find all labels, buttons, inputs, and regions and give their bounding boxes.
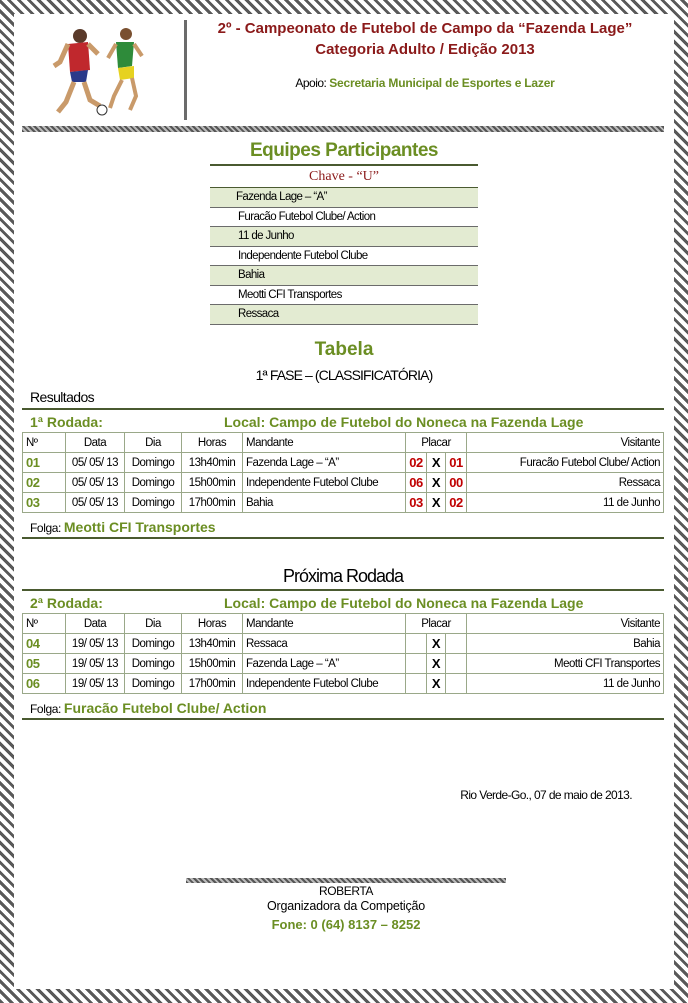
list-item: 11 de Junho [210,227,478,247]
round2-label: 2ª Rodada: [30,595,103,611]
next-round-title: Próxima Rodada [282,566,404,586]
organizer-role: Organizadora da Competição [266,899,426,913]
round1-top-rule [22,408,664,410]
support-line [190,76,660,90]
round1-table [22,432,664,513]
round2-bottom-rule [22,718,664,720]
teams-title: Equipes Participantes [249,140,438,161]
table-row: 02 05/ 05/ 13 Domingo 15h00min Independente Futebol Clube 06 X 00 Ressaca [23,473,664,493]
organizer-phone: Fone: 0 (64) 8137 – 8252 [271,917,421,932]
round2-table [22,613,664,694]
teams-title-rule [210,164,478,166]
place-date: Rio Verde-Go., 07 de maio de 2013. [460,788,632,802]
round1-header [30,414,660,430]
tournament-subtitle: Categoria Adulto / Edição 2013 [315,41,535,58]
table-header-row: Nº Data Dia Horas Mandante Placar Visitante [23,614,664,634]
list-item: Fazenda Lage – “A” [210,188,478,207]
list-item: Furacão Futebol Clube/ Action [210,207,478,227]
header-divider [184,20,187,120]
list-item: Ressaca [210,305,478,325]
table-row: 03 05/ 05/ 13 Domingo 17h00min Bahia 03 X 02 11 de Junho [23,493,664,513]
phase-label: 1ª FASE – (CLASSIFICATÓRIA) [255,367,433,383]
round2-header [30,595,660,611]
list-item: Bahia [210,266,478,286]
round2-venue: Local: Campo de Futebol do Noneca na Fazenda Lage [224,595,584,611]
round1-bottom-rule [22,537,664,539]
support-label: Apoio: [295,76,327,90]
table-row: 04 19/ 05/ 13 Domingo 13h40min Ressaca X Bahia [23,634,664,654]
soccer-players-icon [30,22,150,120]
table-row: 01 05/ 05/ 13 Domingo 13h40min Fazenda Lage – “A” 02 X 01 Furacão Futebol Clube/ Action [23,453,664,473]
teams-list [210,188,478,325]
bye-label: Folga: [30,702,61,716]
group-label: Chave - “U” [309,169,379,184]
table-row: 06 19/ 05/ 13 Domingo 17h00min Independente Futebol Clube X 11 de Junho [23,674,664,694]
list-item: Meotti CFI Transportes [210,285,478,305]
round1-venue: Local: Campo de Futebol do Noneca na Fazenda Lage [224,414,584,430]
bye-team: Furacão Futebol Clube/ Action [63,700,267,716]
bye-team: Meotti CFI Transportes [63,519,216,535]
round2-top-rule [22,589,664,591]
list-item: Independente Futebol Clube [210,246,478,266]
round2-bye [30,700,266,716]
table-title: Tabela [314,339,374,360]
tournament-title: 2º - Campeonato de Futebol de Campo da “Fazenda Lage” [217,20,633,37]
round1-label: 1ª Rodada: [30,414,103,430]
table-header-row: Nº Data Dia Horas Mandante Placar Visitante [23,433,664,453]
table-row: 05 19/ 05/ 13 Domingo 15h00min Fazenda Lage – “A” X Meotti CFI Transportes [23,654,664,674]
header-bar [22,126,664,132]
round1-bye [30,519,216,535]
support-value: Secretaria Municipal de Esportes e Lazer [329,76,555,90]
results-label: Resultados [30,389,95,405]
bye-label: Folga: [30,521,61,535]
organizer-name: ROBERTA [318,884,374,898]
signature-line [186,878,506,883]
